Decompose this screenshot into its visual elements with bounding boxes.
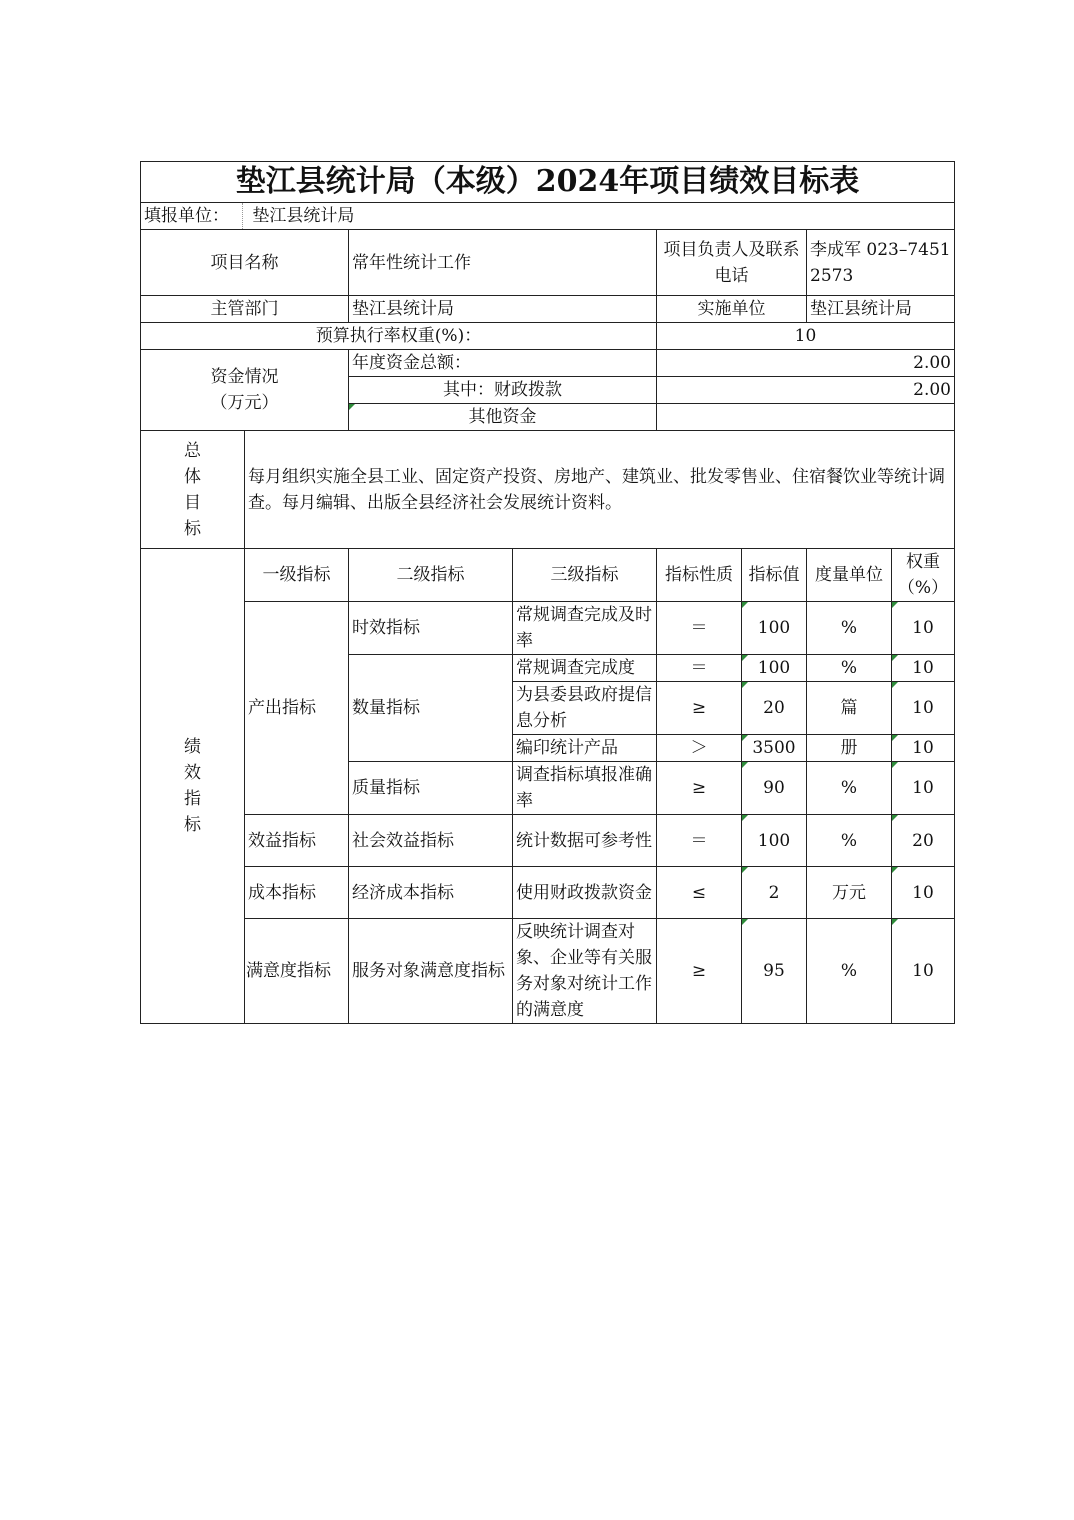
contact-value: 李成军 023–74512573 [807,230,955,296]
funds-label-line2: （万元） [210,393,279,413]
filler-row [141,203,955,230]
contact-label: 项目负责人及联系电话 [657,230,807,296]
indicator-name: 使用财政拨款资金 [513,867,657,919]
indicator-nature: ≤ [657,867,742,919]
indicator-name: 统计数据可参考性 [513,815,657,867]
funds-other-value [657,404,955,431]
indicator-value: 95 [742,919,807,1024]
indicators-label-char: 效 [184,763,201,783]
project-name-value: 常年性统计工作 [349,230,657,296]
header-weight-line1: 权重 [906,552,940,572]
indicator-unit: % [807,655,892,682]
header-unit: 度量单位 [807,549,892,602]
goal-label [141,431,245,549]
indicator-name: 常规调查完成及时率 [513,602,657,655]
funds-other-label: 其他资金 [349,404,657,431]
indicator-weight: 10 [892,762,955,815]
indicator-weight: 20 [892,815,955,867]
header-weight [892,549,955,602]
table-row [141,815,955,867]
goal-text: 每月组织实施全县工业、固定资产投资、房地产、建筑业、批发零售业、住宿餐饮业等统计调查。每月编辑、出版全县经济社会发展统计资料。 [245,431,955,549]
goal-label-char: 总 [184,440,201,461]
subgroup-quantity: 数量指标 [349,655,513,762]
header-nature: 指标性质 [657,549,742,602]
indicator-weight: 10 [892,682,955,735]
funds-total-value: 2.00 [657,350,955,377]
indicator-value: 100 [742,815,807,867]
indicator-value: 3500 [742,735,807,762]
group-cost: 成本指标 [245,867,349,919]
subgroup-service: 服务对象满意度指标 [349,919,513,1024]
dept-value: 垫江县统计局 [349,296,657,323]
page-title: 垫江县统计局（本级）2024年项目绩效目标表 [141,162,955,203]
funds-fiscal-label: 其中：财政拨款 [349,377,657,404]
budget-weight-label: 预算执行率权重(%)： [141,323,657,350]
indicator-weight: 10 [892,867,955,919]
indicators-label-char: 指 [184,789,201,809]
indicator-value: 100 [742,655,807,682]
filler-value: 垫江县统计局 [252,206,355,226]
header-level3: 三级指标 [513,549,657,602]
table-row [141,867,955,919]
indicator-name: 调查指标填报准确率 [513,762,657,815]
header-weight-line2: （%） [897,578,949,598]
header-level2: 二级指标 [349,549,513,602]
indicator-nature: ≥ [657,682,742,735]
indicator-unit: 万元 [807,867,892,919]
indicator-nature: ＞ [657,735,742,762]
indicator-unit: 册 [807,735,892,762]
indicator-name: 为县委县政府提信息分析 [513,682,657,735]
indicator-name: 反映统计调查对象、企业等有关服务对象对统计工作的满意度 [513,919,657,1024]
indicator-unit: 篇 [807,682,892,735]
indicators-label-char: 标 [184,815,201,835]
funds-fiscal-value: 2.00 [657,377,955,404]
indicator-unit: % [807,602,892,655]
subgroup-economic: 经济成本指标 [349,867,513,919]
indicator-value: 2 [742,867,807,919]
group-output: 产出指标 [245,602,349,815]
indicator-nature: ＝ [657,655,742,682]
funds-label [141,350,349,431]
indicator-weight: 10 [892,919,955,1024]
indicator-nature: ＝ [657,815,742,867]
indicator-unit: % [807,919,892,1024]
indicator-value: 100 [742,602,807,655]
impl-label: 实施单位 [657,296,807,323]
group-satisfaction: 满意度指标 [245,919,349,1024]
indicator-value: 90 [742,762,807,815]
indicators-label-char: 绩 [184,737,201,757]
subgroup-quality: 质量指标 [349,762,513,815]
indicator-unit: % [807,762,892,815]
goal-label-char: 体 [184,466,201,487]
dept-label: 主管部门 [141,296,349,323]
indicator-value: 20 [742,682,807,735]
table-row [141,602,955,655]
funds-total-label: 年度资金总额： [349,350,657,377]
funds-label-line1: 资金情况 [210,367,279,387]
subgroup-timeliness: 时效指标 [349,602,513,655]
goal-label-char: 标 [184,518,201,539]
budget-weight-value: 10 [657,323,955,350]
impl-value: 垫江县统计局 [807,296,955,323]
filler-label: 填报单位： [141,203,243,229]
goal-label-char: 目 [184,492,201,513]
indicators-label [141,549,245,1024]
indicator-weight: 10 [892,655,955,682]
indicator-name: 编印统计产品 [513,735,657,762]
indicator-nature: ＝ [657,602,742,655]
group-benefit: 效益指标 [245,815,349,867]
header-level1: 一级指标 [245,549,349,602]
indicator-weight: 10 [892,602,955,655]
indicator-unit: % [807,815,892,867]
performance-target-sheet [140,161,954,1024]
table-row [141,919,955,1024]
project-name-label: 项目名称 [141,230,349,296]
subgroup-social: 社会效益指标 [349,815,513,867]
performance-table [140,161,955,1024]
indicator-nature: ≥ [657,762,742,815]
indicator-nature: ≥ [657,919,742,1024]
indicator-weight: 10 [892,735,955,762]
indicator-name: 常规调查完成度 [513,655,657,682]
header-value: 指标值 [742,549,807,602]
